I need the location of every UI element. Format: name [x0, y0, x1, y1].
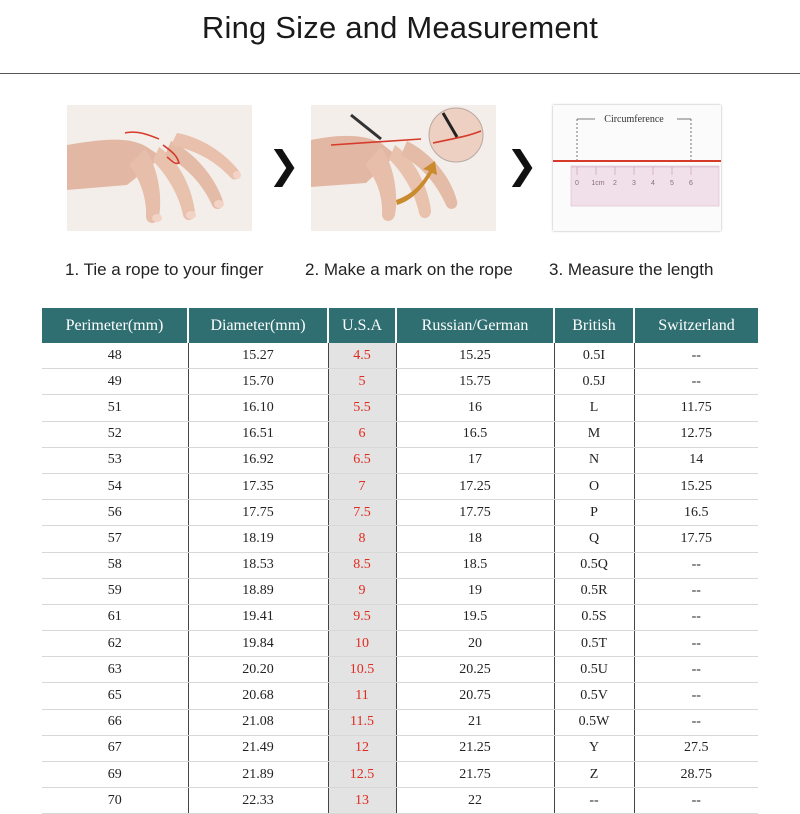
cell-diameter: 16.92 [188, 447, 328, 473]
cell-switzerland: -- [634, 788, 758, 814]
cell-russian-german: 19 [396, 578, 554, 604]
cell-russian-german: 15.25 [396, 343, 554, 369]
table-row [42, 788, 758, 814]
cell-usa: 5 [328, 369, 396, 395]
cell-diameter: 17.75 [188, 500, 328, 526]
ring-size-table [42, 308, 758, 814]
cell-switzerland: 27.5 [634, 735, 758, 761]
cell-switzerland: -- [634, 709, 758, 735]
cell-diameter: 18.19 [188, 526, 328, 552]
cell-usa: 11.5 [328, 709, 396, 735]
table-row [42, 526, 758, 552]
cell-russian-german: 18 [396, 526, 554, 552]
arrow-right-icon: ❯ [268, 143, 300, 187]
table-header-row [42, 308, 758, 343]
cell-russian-german: 20.75 [396, 683, 554, 709]
cell-british: 0.5V [554, 683, 634, 709]
cell-russian-german: 19.5 [396, 604, 554, 630]
col-header-perimeter: Perimeter(mm) [42, 308, 188, 343]
cell-diameter: 16.10 [188, 395, 328, 421]
cell-perimeter: 62 [42, 631, 188, 657]
table-row [42, 631, 758, 657]
title-divider [0, 73, 800, 74]
cell-usa: 9 [328, 578, 396, 604]
ruler-tick-label: 3 [632, 180, 636, 187]
cell-usa: 12.5 [328, 762, 396, 788]
cell-switzerland: -- [634, 369, 758, 395]
cell-usa: 11 [328, 683, 396, 709]
cell-perimeter: 61 [42, 604, 188, 630]
cell-perimeter: 70 [42, 788, 188, 814]
cell-diameter: 19.84 [188, 631, 328, 657]
table-row [42, 369, 758, 395]
page-title: Ring Size and Measurement [201, 10, 599, 45]
cell-russian-german: 17.75 [396, 500, 554, 526]
arrow-right-icon: ❯ [506, 143, 538, 187]
cell-usa: 13 [328, 788, 396, 814]
cell-diameter: 20.68 [188, 683, 328, 709]
cell-diameter: 21.49 [188, 735, 328, 761]
cell-switzerland: 17.75 [634, 526, 758, 552]
table-row [42, 578, 758, 604]
ruler-tick-label: 0 [575, 180, 579, 187]
table-row [42, 343, 758, 369]
cell-russian-german: 15.75 [396, 369, 554, 395]
cell-russian-german: 18.5 [396, 552, 554, 578]
cell-diameter: 18.89 [188, 578, 328, 604]
col-header-russian-german: Russian/German [396, 308, 554, 343]
cell-perimeter: 66 [42, 709, 188, 735]
cell-perimeter: 53 [42, 447, 188, 473]
col-header-diameter: Diameter(mm) [188, 308, 328, 343]
cell-diameter: 21.89 [188, 762, 328, 788]
hand-rope-photo [67, 105, 252, 231]
cell-russian-german: 21.25 [396, 735, 554, 761]
cell-diameter: 21.08 [188, 709, 328, 735]
cell-british: 0.5U [554, 657, 634, 683]
cell-switzerland: 16.5 [634, 500, 758, 526]
cell-british: 0.5S [554, 604, 634, 630]
cell-switzerland: -- [634, 631, 758, 657]
cell-usa: 7.5 [328, 500, 396, 526]
cell-perimeter: 67 [42, 735, 188, 761]
cell-usa: 8.5 [328, 552, 396, 578]
cell-russian-german: 16 [396, 395, 554, 421]
cell-usa: 10.5 [328, 657, 396, 683]
table-row [42, 709, 758, 735]
cell-british: 0.5Q [554, 552, 634, 578]
cell-usa: 8 [328, 526, 396, 552]
table-row [42, 552, 758, 578]
col-header-british: British [554, 308, 634, 343]
cell-british: O [554, 473, 634, 499]
cell-perimeter: 51 [42, 395, 188, 421]
cell-perimeter: 56 [42, 500, 188, 526]
table-row [42, 762, 758, 788]
step-2-caption: 2. Make a mark on the rope [305, 260, 513, 279]
cell-switzerland: -- [634, 657, 758, 683]
table-row [42, 500, 758, 526]
ruler-tick-label: 2 [613, 180, 617, 187]
cell-british: Y [554, 735, 634, 761]
cell-switzerland: -- [634, 683, 758, 709]
cell-switzerland: -- [634, 578, 758, 604]
cell-perimeter: 52 [42, 421, 188, 447]
cell-usa: 6 [328, 421, 396, 447]
cell-switzerland: 12.75 [634, 421, 758, 447]
cell-russian-german: 16.5 [396, 421, 554, 447]
cell-russian-german: 21 [396, 709, 554, 735]
col-header-switzerland: Switzerland [634, 308, 758, 343]
cell-british: M [554, 421, 634, 447]
table-row [42, 735, 758, 761]
cell-perimeter: 48 [42, 343, 188, 369]
cell-switzerland: -- [634, 552, 758, 578]
cell-diameter: 15.70 [188, 369, 328, 395]
cell-usa: 6.5 [328, 447, 396, 473]
cell-switzerland: 14 [634, 447, 758, 473]
cell-perimeter: 59 [42, 578, 188, 604]
cell-russian-german: 22 [396, 788, 554, 814]
cell-british: 0.5T [554, 631, 634, 657]
cell-diameter: 20.20 [188, 657, 328, 683]
cell-switzerland: 11.75 [634, 395, 758, 421]
cell-british: 0.5R [554, 578, 634, 604]
cell-usa: 12 [328, 735, 396, 761]
cell-diameter: 15.27 [188, 343, 328, 369]
cell-perimeter: 57 [42, 526, 188, 552]
cell-british: L [554, 395, 634, 421]
ruler-measure-photo [553, 105, 721, 231]
cell-british: 0.5J [554, 369, 634, 395]
cell-british: Z [554, 762, 634, 788]
step-1-caption: 1. Tie a rope to your finger [65, 260, 264, 279]
cell-usa: 7 [328, 473, 396, 499]
table-row [42, 683, 758, 709]
table-row [42, 395, 758, 421]
cell-perimeter: 63 [42, 657, 188, 683]
cell-british: 0.5I [554, 343, 634, 369]
cell-perimeter: 65 [42, 683, 188, 709]
cell-perimeter: 54 [42, 473, 188, 499]
cell-usa: 5.5 [328, 395, 396, 421]
cell-switzerland: -- [634, 343, 758, 369]
mark-rope-photo [311, 105, 496, 231]
cell-usa: 10 [328, 631, 396, 657]
cell-russian-german: 21.75 [396, 762, 554, 788]
cell-russian-german: 17.25 [396, 473, 554, 499]
cell-diameter: 16.51 [188, 421, 328, 447]
cell-diameter: 19.41 [188, 604, 328, 630]
table-row [42, 604, 758, 630]
cell-diameter: 18.53 [188, 552, 328, 578]
cell-diameter: 22.33 [188, 788, 328, 814]
ruler-tick-label: 5 [670, 180, 674, 187]
cell-russian-german: 20.25 [396, 657, 554, 683]
ruler-tick-label: 4 [651, 180, 655, 187]
cell-switzerland: 15.25 [634, 473, 758, 499]
cell-british: N [554, 447, 634, 473]
ruler-tick-label: 1cm [591, 180, 605, 187]
cell-british: Q [554, 526, 634, 552]
cell-russian-german: 17 [396, 447, 554, 473]
table-row [42, 473, 758, 499]
cell-diameter: 17.35 [188, 473, 328, 499]
cell-usa: 4.5 [328, 343, 396, 369]
cell-perimeter: 69 [42, 762, 188, 788]
cell-perimeter: 49 [42, 369, 188, 395]
col-header-usa: U.S.A [328, 308, 396, 343]
table-row [42, 447, 758, 473]
step-3-caption: 3. Measure the length [549, 260, 714, 279]
cell-british: P [554, 500, 634, 526]
cell-switzerland: -- [634, 604, 758, 630]
cell-switzerland: 28.75 [634, 762, 758, 788]
cell-british: 0.5W [554, 709, 634, 735]
cell-british: -- [554, 788, 634, 814]
circumference-label: Circumference [604, 114, 664, 125]
cell-usa: 9.5 [328, 604, 396, 630]
cell-perimeter: 58 [42, 552, 188, 578]
ruler-tick-label: 6 [689, 180, 693, 187]
table-row [42, 421, 758, 447]
cell-russian-german: 20 [396, 631, 554, 657]
table-row [42, 657, 758, 683]
